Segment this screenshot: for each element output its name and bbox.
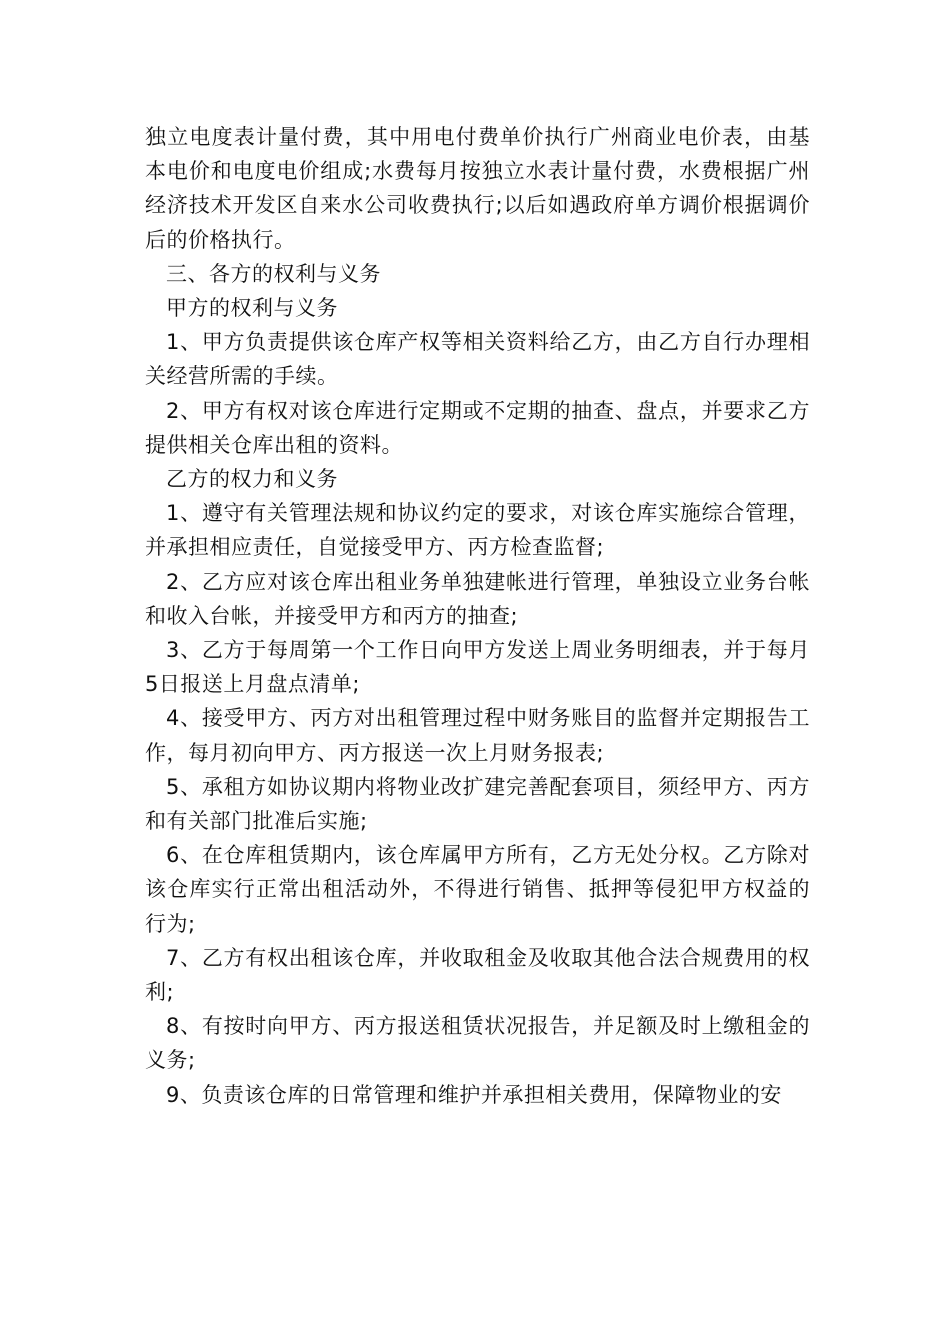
party-b-clause-4: 4、接受甲方、丙方对出租管理过程中财务账目的监督并定期报告工作，每月初向甲方、丙方报送一次上月财务报表; bbox=[145, 706, 810, 765]
party-a-clause-1: 1、甲方负责提供该仓库产权等相关资料给乙方，由乙方自行办理相关经营所需的手续。 bbox=[145, 330, 810, 389]
party-b-clause-5: 5、承租方如协议期内将物业改扩建完善配套项目，须经甲方、丙方和有关部门批准后实施; bbox=[145, 774, 810, 834]
subheading-party-a: 甲方的权利与义务 bbox=[166, 296, 338, 321]
party-b-clause-3: 3、乙方于每周第一个工作日向甲方发送上周业务明细表，并于每月5日报送上月盘点清单; bbox=[145, 638, 810, 697]
party-b-clause-1: 1、遵守有关管理法规和协议约定的要求，对该仓库实施综合管理，并承担相应责任，自觉接受甲方、丙方检查监督; bbox=[145, 501, 810, 560]
document-body bbox=[145, 120, 810, 1112]
section-heading-rights-obligations: 三、各方的权利与义务 bbox=[166, 261, 381, 286]
party-b-clause-8: 8、有按时向甲方、丙方报送租赁状况报告，并足额及时上缴租金的义务; bbox=[145, 1014, 810, 1073]
subheading-party-b: 乙方的权力和义务 bbox=[166, 467, 338, 492]
party-b-clause-2: 2、乙方应对该仓库出租业务单独建帐进行管理，单独设立业务台帐和收入台帐，并接受甲方和丙方的抽查; bbox=[145, 569, 810, 628]
party-b-clause-9: 9、负责该仓库的日常管理和维护并承担相关费用，保障物业的安 bbox=[166, 1082, 782, 1107]
party-b-clause-7: 7、乙方有权出租该仓库，并收取租金及收取其他合法合规费用的权利; bbox=[145, 945, 810, 1005]
party-a-clause-2: 2、甲方有权对该仓库进行定期或不定期的抽查、盘点，并要求乙方提供相关仓库出租的资料。 bbox=[145, 398, 810, 457]
paragraph-continued-utility-fees: 独立电度表计量付费，其中用电付费单价执行广州商业电价表，由基本电价和电度电价组成;水费每月按独立水表计量付费，水费根据广州经济技术开发区自来水公司收费执行;以后如遇政府单方调价根据调价后的价格执行。 bbox=[145, 125, 810, 252]
party-b-clause-6: 6、在仓库租赁期内，该仓库属甲方所有，乙方无处分权。乙方除对该仓库实行正常出租活动外，不得进行销售、抵押等侵犯甲方权益的行为; bbox=[145, 843, 810, 936]
